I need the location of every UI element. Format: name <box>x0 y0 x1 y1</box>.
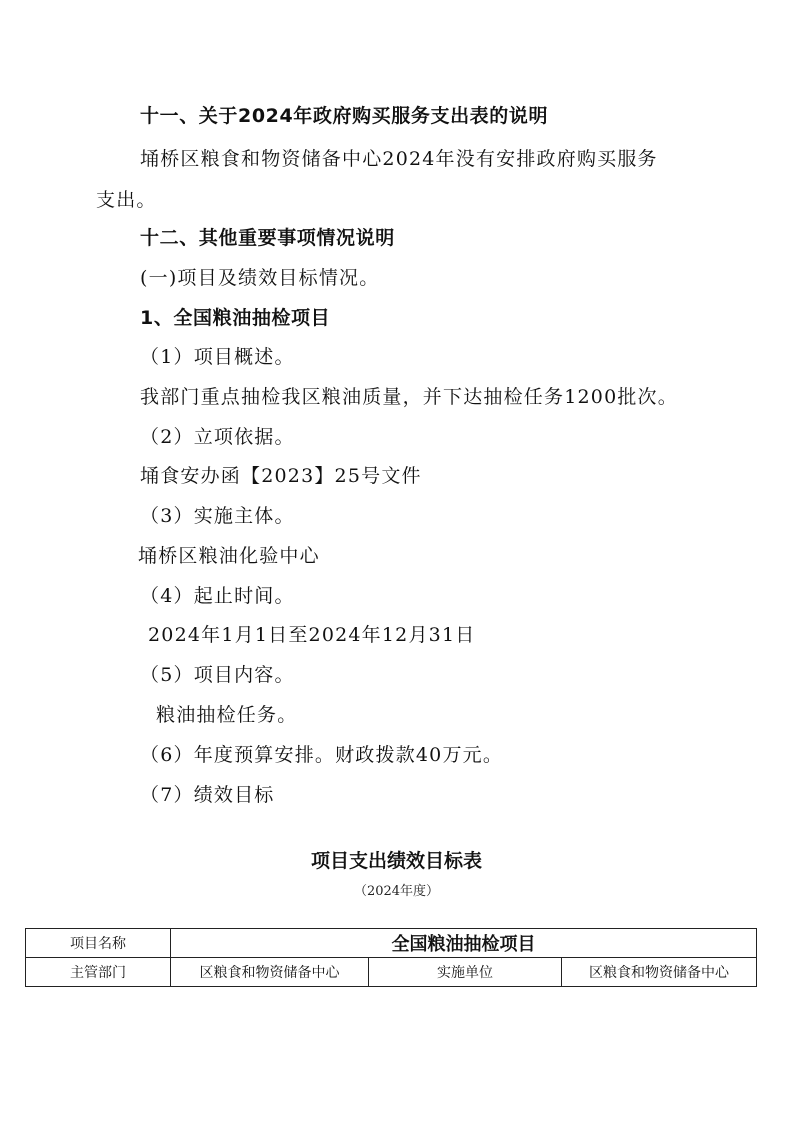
table-row <box>26 929 757 958</box>
project-heading: 1、全国粮油抽检项目 <box>140 307 331 329</box>
table-title: 项目支出绩效目标表 <box>310 850 482 872</box>
period-text: 2024年1月1日至2024年12月31日 <box>148 624 476 646</box>
dept-label: 主管部门 <box>26 958 171 987</box>
content-label: （5）项目内容。 <box>140 664 295 686</box>
basis-label: （2）立项依据。 <box>140 426 295 448</box>
section-11-body-line1: 埇桥区粮食和物资储备中心2024年没有安排政府购买服务 <box>140 148 658 170</box>
section-11-heading: 十一、关于2024年政府购买服务支出表的说明 <box>140 105 549 127</box>
basis-text: 埇食安办函【2023】25号文件 <box>140 465 422 487</box>
period-label: （4）起止时间。 <box>140 585 295 607</box>
table-subtitle: （2024年度） <box>353 884 440 899</box>
performance-goal-table <box>25 928 757 987</box>
content-text: 粮油抽检任务。 <box>156 704 298 726</box>
project-name-label: 项目名称 <box>26 929 171 958</box>
dept-value: 区粮食和物资储备中心 <box>171 958 369 987</box>
subject-text: 埇桥区粮油化验中心 <box>138 545 320 567</box>
overview-text: 我部门重点抽检我区粮油质量，并下达抽检任务1200批次。 <box>140 386 678 408</box>
section-12-heading: 十二、其他重要事项情况说明 <box>140 227 395 249</box>
subject-label: （3）实施主体。 <box>140 505 295 527</box>
table-row <box>26 958 757 987</box>
section-12-subheading: (一)项目及绩效目标情况。 <box>140 267 380 289</box>
goal-label: （7）绩效目标 <box>140 784 275 806</box>
unit-value: 区粮食和物资储备中心 <box>562 958 757 987</box>
unit-label: 实施单位 <box>369 958 562 987</box>
project-name-value: 全国粮油抽检项目 <box>171 929 757 958</box>
section-11-body-line2: 支出。 <box>96 189 157 211</box>
budget-text: （6）年度预算安排。财政拨款40万元。 <box>140 744 504 766</box>
overview-label: （1）项目概述。 <box>140 346 295 368</box>
